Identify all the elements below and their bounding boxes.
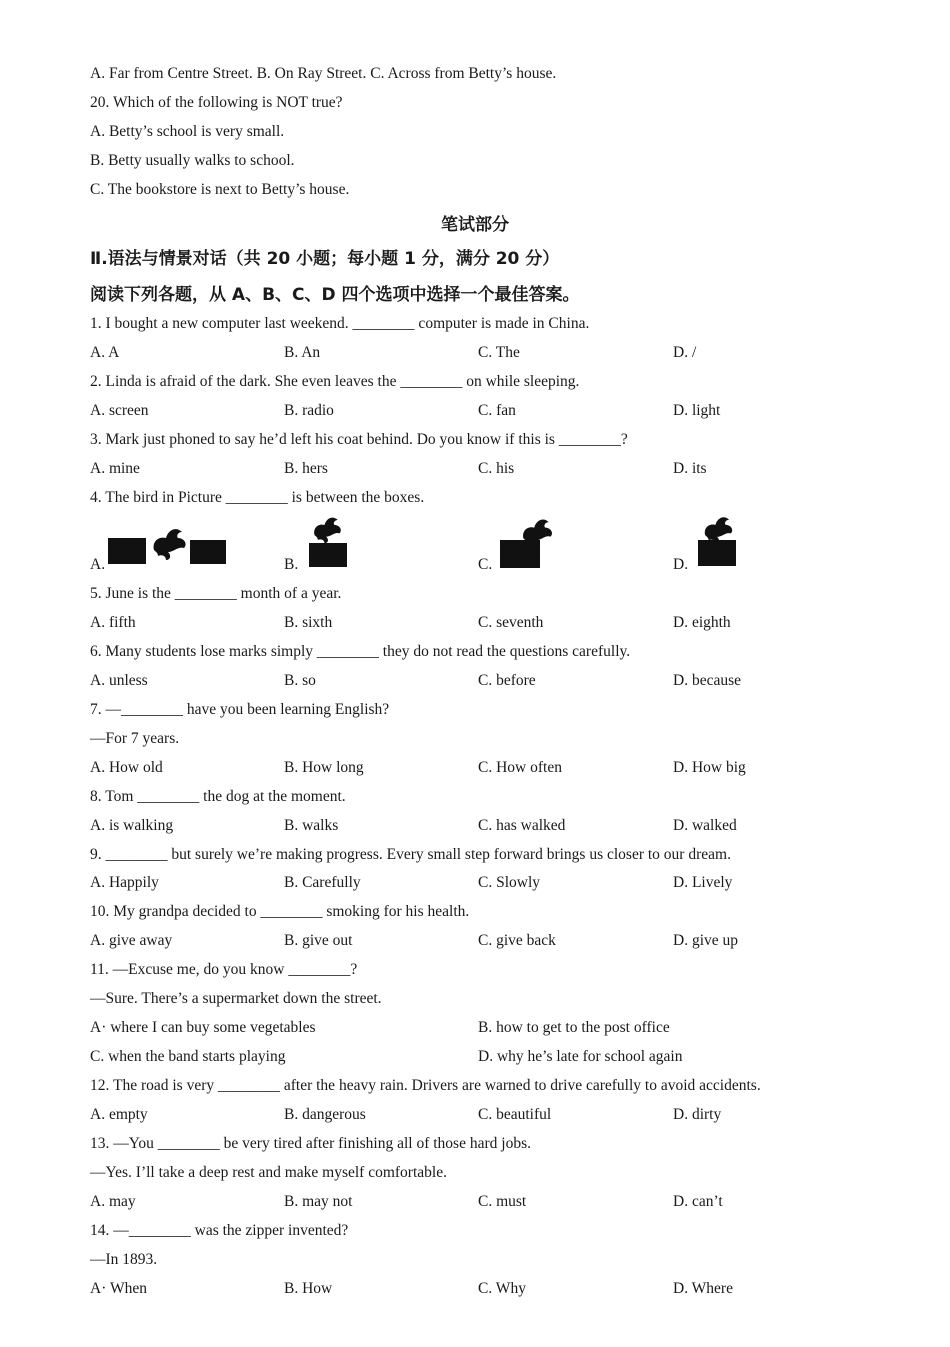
question-11: 11. —Excuse me, do you know ________?	[90, 961, 358, 978]
q10-option-b: B. give out	[284, 932, 353, 949]
q3-option-b: B. hers	[284, 460, 328, 477]
q20-option-a: A. Betty’s school is very small.	[90, 123, 285, 140]
q12-option-d: D. dirty	[673, 1106, 722, 1123]
q6-option-d: D. because	[673, 672, 741, 689]
question-12: 12. The road is very ________ after the heavy rain. Drivers are warned to drive carefully to avoid accidents.	[90, 1077, 761, 1094]
q11-option-c: C. when the band starts playing	[90, 1048, 286, 1065]
q6-option-b: B. so	[284, 672, 316, 689]
q2-option-a: A. screen	[90, 402, 149, 419]
q8-option-b: B. walks	[284, 817, 339, 834]
question-1: 1. I bought a new computer last weekend. ________ computer is made in China.	[90, 315, 590, 332]
question-5: 5. June is the ________ month of a year.	[90, 585, 342, 602]
q10-option-c: C. give back	[478, 932, 556, 949]
picture-d	[694, 514, 742, 568]
q11-option-d: D. why he’s late for school again	[478, 1048, 683, 1065]
question-4: 4. The bird in Picture ________ is between the boxes.	[90, 489, 425, 506]
q5-option-a: A. fifth	[90, 614, 136, 631]
q5-option-b: B. sixth	[284, 614, 333, 631]
box	[309, 543, 347, 567]
q2-option-d: D. light	[673, 402, 721, 419]
q13-option-c: C. must	[478, 1193, 527, 1210]
q10-option-a: A. give away	[90, 932, 173, 949]
q9-option-c: C. Slowly	[478, 874, 541, 891]
box	[698, 540, 736, 566]
q4-option-d: D.	[673, 556, 689, 573]
q2-option-b: B. radio	[284, 402, 334, 419]
question-6: 6. Many students lose marks simply ________ they do not read the questions carefully.	[90, 643, 631, 660]
q12-option-b: B. dangerous	[284, 1106, 366, 1123]
q9-option-a: A. Happily	[90, 874, 159, 891]
q14-reply: —In 1893.	[90, 1251, 158, 1268]
question-14: 14. —________ was the zipper invented?	[90, 1222, 349, 1239]
q13-option-d: D. can’t	[673, 1193, 723, 1210]
q8-option-a: A. is walking	[90, 817, 174, 834]
q13-reply: —Yes. I’ll take a deep rest and make myself comfortable.	[90, 1164, 447, 1181]
q1-option-a: A. A	[90, 344, 120, 361]
q3-option-a: A. mine	[90, 460, 140, 477]
question-8: 8. Tom ________ the dog at the moment.	[90, 788, 346, 805]
q4-option-b: B.	[284, 556, 299, 573]
picture-b	[305, 515, 351, 569]
q6-option-a: A. unless	[90, 672, 148, 689]
q14-option-b: B. How	[284, 1280, 333, 1297]
q11-option-b: B. how to get to the post office	[478, 1019, 670, 1036]
q2-option-c: C. fan	[478, 402, 516, 419]
box	[500, 540, 540, 568]
part-heading: Ⅱ.语法与情景对话（共 20 小题；每小题 1 分，满分 20 分）	[90, 249, 560, 269]
q7-option-a: A. How old	[90, 759, 163, 776]
q5-option-d: D. eighth	[673, 614, 731, 631]
q20-option-b: B. Betty usually walks to school.	[90, 152, 295, 169]
q9-option-d: D. Lively	[673, 874, 733, 891]
question-9: 9. ________ but surely we’re making progress. Every small step forward brings us closer to our dream.	[90, 846, 731, 863]
q1-option-c: C. The	[478, 344, 520, 361]
question-13: 13. —You ________ be very tired after finishing all of those hard jobs.	[90, 1135, 531, 1152]
section-title: 笔试部分	[441, 215, 509, 235]
question-7: 7. —________ have you been learning English?	[90, 701, 390, 718]
q3-option-d: D. its	[673, 460, 707, 477]
q6-option-c: C. before	[478, 672, 536, 689]
box-right	[190, 540, 226, 564]
bird-icon	[309, 515, 345, 545]
q12-option-c: C. beautiful	[478, 1106, 552, 1123]
q13-option-a: A. may	[90, 1193, 136, 1210]
q8-option-c: C. has walked	[478, 817, 566, 834]
q5-option-c: C. seventh	[478, 614, 544, 631]
q14-option-d: D. Where	[673, 1280, 733, 1297]
q14-option-a: A· When	[90, 1280, 147, 1297]
q12-option-a: A. empty	[90, 1106, 148, 1123]
q10-option-d: D. give up	[673, 932, 739, 949]
q8-option-d: D. walked	[673, 817, 737, 834]
q11-reply: —Sure. There’s a supermarket down the street.	[90, 990, 382, 1007]
q1-option-b: B. An	[284, 344, 321, 361]
q7-option-d: D. How big	[673, 759, 746, 776]
picture-a	[108, 520, 226, 568]
q7-option-c: C. How often	[478, 759, 562, 776]
q3-option-c: C. his	[478, 460, 515, 477]
q7-reply: —For 7 years.	[90, 730, 180, 747]
instruction: 阅读下列各题，从 A、B、C、D 四个选项中选择一个最佳答案。	[90, 285, 580, 305]
q4-option-c: C.	[478, 556, 493, 573]
q7-option-b: B. How long	[284, 759, 364, 776]
question-2: 2. Linda is afraid of the dark. She even leaves the ________ on while sleeping.	[90, 373, 580, 390]
bird-icon	[148, 522, 190, 564]
question-3: 3. Mark just phoned to say he’d left his coat behind. Do you know if this is ________?	[90, 431, 628, 448]
q9-option-b: B. Carefully	[284, 874, 361, 891]
q11-option-a: A· where I can buy some vegetables	[90, 1019, 316, 1036]
q20-stem: 20. Which of the following is NOT true?	[90, 94, 343, 111]
box-left	[108, 538, 146, 564]
q1-option-d: D. /	[673, 344, 697, 361]
picture-c	[500, 516, 558, 568]
q14-option-c: C. Why	[478, 1280, 526, 1297]
question-10: 10. My grandpa decided to ________ smoking for his health.	[90, 903, 470, 920]
q13-option-b: B. may not	[284, 1193, 353, 1210]
q4-option-a: A.	[90, 556, 106, 573]
q19-options: A. Far from Centre Street. B. On Ray Street. C. Across from Betty’s house.	[90, 65, 557, 82]
q20-option-c: C. The bookstore is next to Betty’s house.	[90, 181, 350, 198]
